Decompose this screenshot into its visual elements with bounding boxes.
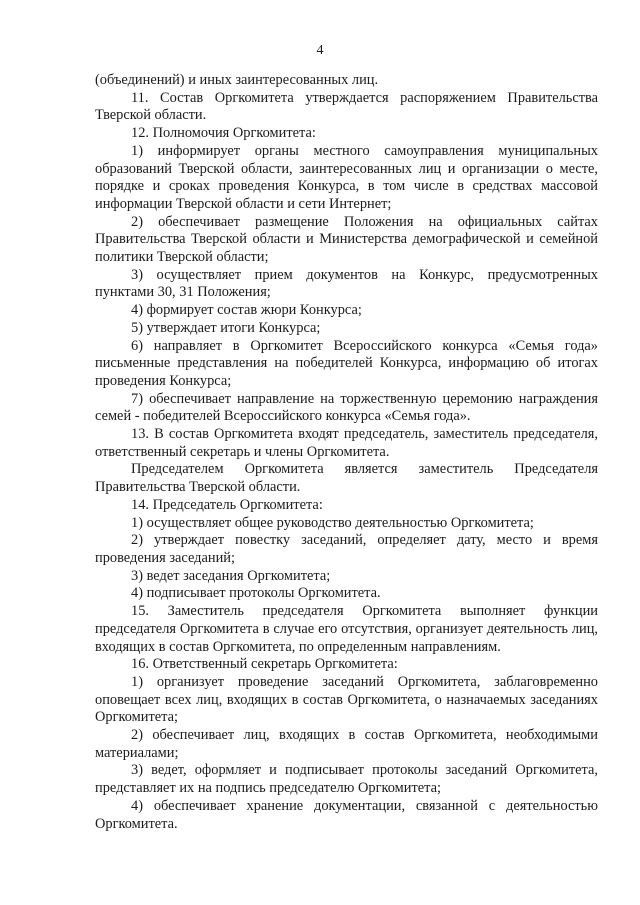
paragraph: 5) утверждает итоги Конкурса; [131,319,321,336]
paragraph: 4) обеспечивает хранение документации, связанной с деятельностью Оргкомитета. [95,797,598,832]
paragraph: 12. Полномочия Оргкомитета: [131,125,316,142]
paragraph: 4) формирует состав жюри Конкурса; [131,302,362,319]
paragraph: 13. В состав Оргкомитета входят председатель, заместитель председателя, ответственный секретарь и члены Оргкомитета. [95,426,598,460]
paragraph: 2) утверждает повестку заседаний, определяет дату, место и время проведения заседаний; [95,532,598,566]
document-body [95,72,598,833]
paragraph: 15. Заместитель председателя Оргкомитета выполняет функции председателя Оргкомитета в случае его отсутствия, организует деятельность лиц, входящих в состав Оргкомитета, по определенным направлениям. [95,603,598,655]
paragraph: 3) ведет заседания Оргкомитета; [131,567,331,584]
paragraph: 14. Председатель Оргкомитета: [131,496,323,513]
paragraph: 3) ведет, оформляет и подписывает протоколы заседаний Оргкомитета, представляет их на подпись председателю Оргкомитета; [95,762,598,797]
paragraph: 1) информирует органы местного самоуправления муниципальных образований Тверской области, заинтересованных лиц и организации о месте, порядке и сроках проведения Конкурса, в том числе в средствах массовой информации Тверской области и сети Интернет; [95,142,598,212]
paragraph: (объединений) и иных заинтересованных лиц. [95,72,379,88]
paragraph: Председателем Оргкомитета является заместитель Председателя Правительства Тверской области. [95,461,598,496]
paragraph: 7) обеспечивает направление на торжественную церемонию награждения семей - победителей Всероссийского конкурса «Семья года». [95,390,598,425]
paragraph: 4) подписывает протоколы Оргкомитета. [131,585,381,602]
page-number: 4 [316,43,324,58]
paragraph: 1) организует проведение заседаний Оргкомитета, заблаговременно оповещает всех лиц, входящих в состав Оргкомитета, о назначаемых заседаниях Оргкомитета; [95,673,598,726]
paragraph: 2) обеспечивает лиц, входящих в состав Оргкомитета, необходимыми материалами; [95,727,598,761]
paragraph: 6) направляет в Оргкомитет Всероссийского конкурса «Семья года» письменные представления на победителей Конкурса, информацию об итогах проведения Конкурса; [95,337,598,389]
paragraph: 2) обеспечивает размещение Положения на официальных сайтах Правительства Тверской области и Министерства демографической и семейной политики Тверской области; [95,213,598,266]
paragraph: 3) осуществляет прием документов на Конкурс, предусмотренных пунктами 30, 31 Положения; [95,266,598,301]
paragraph: 11. Состав Оргкомитета утверждается распоряжением Правительства Тверской области. [95,89,598,124]
paragraph: 1) осуществляет общее руководство деятельностью Оргкомитета; [131,514,534,531]
paragraph: 16. Ответственный секретарь Оргкомитета: [131,656,398,673]
